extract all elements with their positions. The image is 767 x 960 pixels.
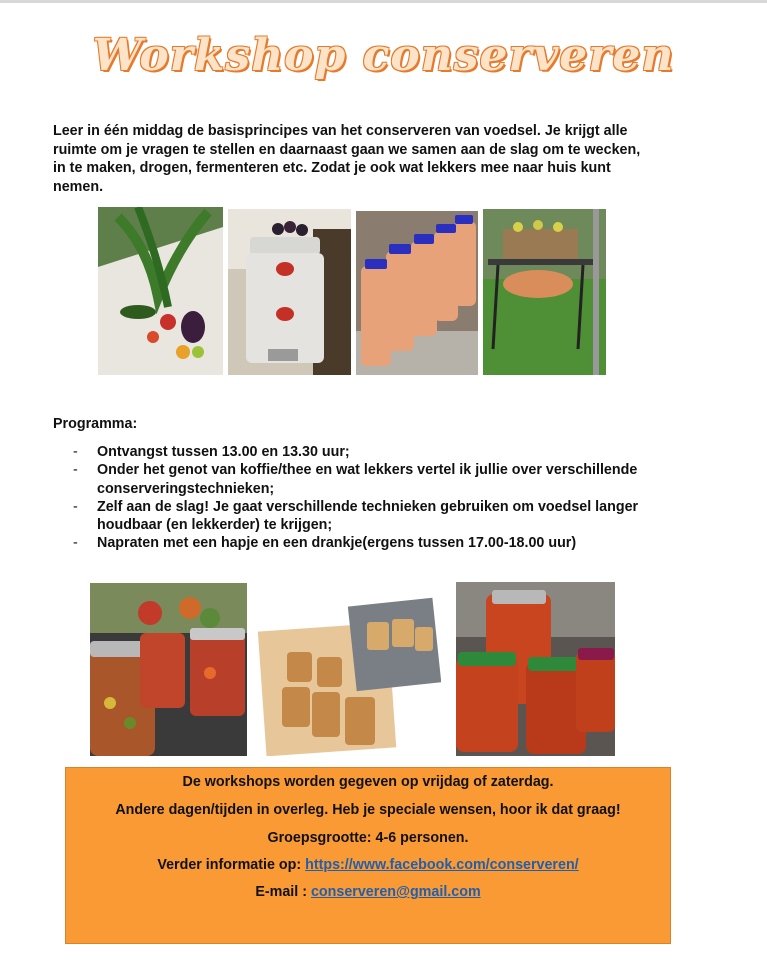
top-border [0,0,767,3]
dash-bullet: - [73,498,78,515]
info-line-group-size: Groepsgrootte: 4-6 personen. [267,830,469,846]
photo-tomato-jars [456,582,615,756]
page-title: Workshop conserveren [92,30,675,81]
photo-vegetables [98,207,223,375]
list-item: - Ontvangst tussen 13.00 en 13.30 uur; [73,444,350,460]
photo-preserving-kettle [228,209,351,375]
facebook-link[interactable]: https://www.facebook.com/conserveren/ [305,857,579,873]
list-item: - Onder het genot van koffie/thee en wat lekkers vertel ik jullie over verschillende conserveringstechnieken; [73,462,638,497]
info-line-more-info: Verder informatie op: https://www.facebook.com/conserveren/ [157,857,579,873]
dash-bullet: - [73,462,78,479]
dash-bullet: - [73,444,78,460]
email-link[interactable]: conserveren@gmail.com [310,884,481,900]
photo-juice-bottles [356,211,478,375]
programma-heading: Programma: [53,416,138,432]
photo-jars-collage [257,597,441,756]
intro-paragraph: Leer in één middag de basisprincipes van het conserveren van voedsel. Je krijgt alle ruimte om je vragen te stellen en daarnaast gaan we samen aan de slag om te wecken, in te maken, drogen, fermenteren etc. Zodat je ook wat lekkers mee naar huis kunt nemen. [53,123,641,195]
list-item: - Napraten met een hapje en een drankje(ergens tussen 17.00-18.00 uur) [73,535,577,552]
photo-drying-rack [483,209,606,375]
info-box [65,767,671,944]
dash-bullet: - [73,535,78,552]
info-line-email: E-mail : conserveren@gmail.com [255,884,481,900]
info-line-other-days: Andere dagen/tijden in overleg. Heb je speciale wensen, hoor ik dat graag! [115,802,621,818]
info-line-days: De workshops worden gegeven op vrijdag of zaterdag. [182,774,554,790]
list-item: - Zelf aan de slag! Je gaat verschillende technieken gebruiken om voedsel langer houdbaar (en lekkerder) te krijgen; [73,498,639,534]
photo-jars-vegetables [90,583,247,756]
programma-list [53,443,653,553]
